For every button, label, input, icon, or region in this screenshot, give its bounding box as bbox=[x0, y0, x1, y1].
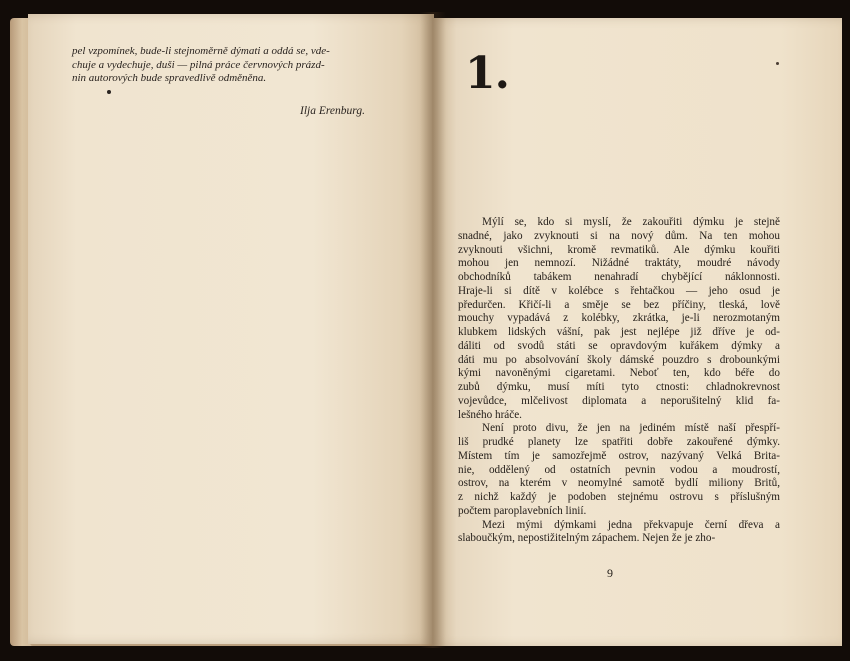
left-page bbox=[28, 14, 434, 644]
text-line: snadné, jako zvyknouti si na nový dům. Na ten mohou bbox=[458, 229, 780, 242]
text-line: obchodníků tabákem nenahradí chybějící náklonnosti. bbox=[458, 271, 780, 283]
chapter-number: 1. bbox=[465, 48, 509, 99]
text-line: pel vzpomínek, bude-li stejnoměrně dýmati a oddá se, vde- bbox=[72, 45, 330, 57]
text-line: dáliti od svodů státi se opravdovým kuřákem dýmky a bbox=[458, 339, 780, 352]
text-line: Není proto divu, že jen na jediném místě naší přespří- bbox=[482, 422, 780, 435]
text-line: Mýlí se, kdo si myslí, že zakouřiti dýmku je stejně bbox=[482, 216, 780, 228]
text-line: počtem paroplavebních linií. bbox=[458, 504, 587, 517]
text-line: chuje a vydechuje, duši — pilná práce červnových prázd- bbox=[72, 58, 325, 71]
page-number: 9 bbox=[607, 566, 613, 580]
text-line: ostrov, na kterém v neomylné samotě bydlí miliony Britů, bbox=[458, 477, 780, 490]
paper-speck bbox=[776, 62, 779, 65]
text-line: kými navoněnými cigaretami. Neboť ten, kdo béře do bbox=[458, 367, 780, 380]
chapter-body-text bbox=[458, 216, 780, 546]
left-page-text bbox=[72, 45, 392, 86]
ink-dot bbox=[107, 90, 111, 94]
text-line: Mezi mými dýmkami jedna překvapuje černí dřeva a bbox=[482, 518, 780, 531]
text-line: lešného hráče. bbox=[458, 408, 522, 421]
text-line: Hraje-li si dítě v kolébce s řehtačkou — jeho osud je bbox=[458, 284, 780, 297]
text-line: mouchy vypadává z kolébky, zkrátka, je-li nerozmotaným bbox=[458, 312, 780, 325]
text-line: vojevůdce, mlčelivost diplomata a neporušitelný klid fa- bbox=[458, 394, 780, 407]
text-line: z nichž každý je podoben stejnému ostrovu s příslušným bbox=[458, 491, 780, 503]
text-line: nie, oddělený od ostatních pevnin vodou a moudrostí, bbox=[458, 463, 780, 476]
text-line: zvyknouti všichni, kromě revmatiků. Ale dýmku kouřiti bbox=[458, 243, 780, 256]
text-line: Místem tím je samozřejmě ostrov, nazývaný Velká Brita- bbox=[458, 449, 780, 462]
author-signature: Ilja Erenburg. bbox=[300, 105, 365, 117]
spine-shadow bbox=[420, 12, 446, 648]
text-line: nin autorových bude spravedlivě odměněna. bbox=[72, 72, 267, 84]
text-line: zubů dýmku, musí míti tyto ctnosti: chladnokrevnost bbox=[458, 381, 780, 393]
text-line: mohou jen nemnozí. Nižádné traktáty, moudré návody bbox=[458, 257, 780, 270]
text-line: slaboučkým, nepostižitelným zápachem. Nejen že je zho- bbox=[458, 532, 716, 545]
text-line: liš prudké planety lze spatřiti dobře zakouřené dýmky. bbox=[458, 436, 780, 448]
text-line: dáti mu po absolvování školy dámské pouzdro s drobounkými bbox=[458, 353, 780, 366]
text-line: klubkem lidských vášní, pak jest nejlépe již dříve je od- bbox=[458, 326, 780, 338]
text-line: předurčen. Křičí-li a směje se bez příčiny, tleská, lově bbox=[458, 298, 780, 311]
